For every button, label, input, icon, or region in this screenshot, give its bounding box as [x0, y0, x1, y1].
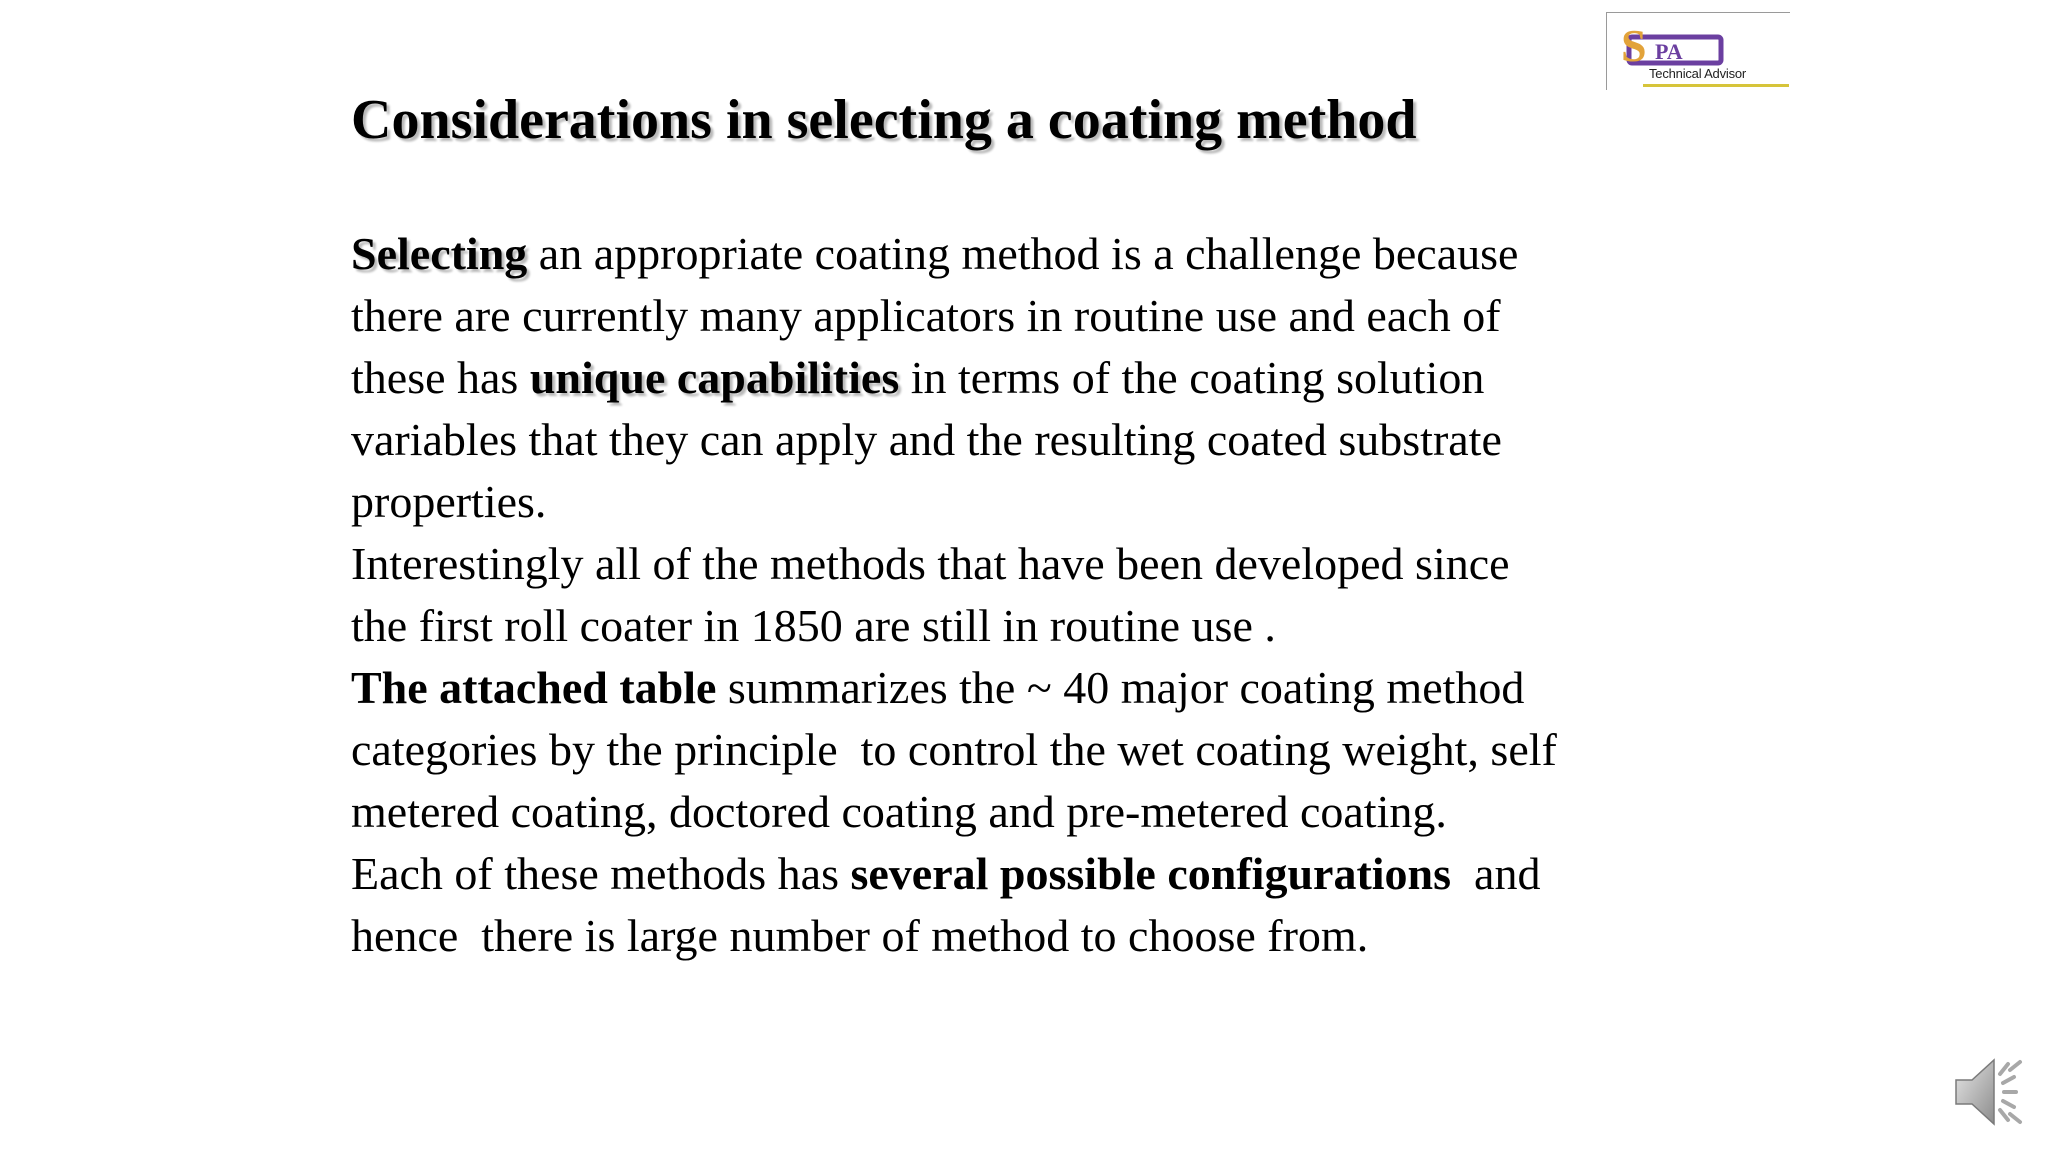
body-line-6: Interestingly all of the methods that have been developed since [351, 538, 1510, 589]
svg-text:S: S [1621, 20, 1647, 69]
body-line-2: there are currently many applicators in routine use and each of [351, 290, 1501, 341]
body-line-9: categories by the principle to control the wet coating weight, self [351, 724, 1557, 775]
slide-title: Considerations in selecting a coating method [351, 89, 1417, 151]
body-line-12: hence there is large number of method to choose from. [351, 910, 1369, 961]
logo-caption: Technical Advisor [1649, 66, 1747, 81]
emphasis-several-configurations: several possible configurations [850, 848, 1452, 899]
body-line-5: properties. [351, 476, 547, 527]
emphasis-unique-capabilities: unique capabilities [529, 352, 900, 403]
slide-body [351, 223, 1751, 967]
body-line-10: metered coating, doctored coating and pre-metered coating. [351, 786, 1447, 837]
emphasis-attached-table: The attached table [351, 662, 717, 713]
spa-logo-mark [1615, 19, 1727, 69]
body-line-3: these has unique capabilities in terms of the coating solution [351, 352, 1485, 403]
body-line-11: Each of these methods has several possible configurations and [351, 848, 1541, 899]
speaker-icon[interactable] [1950, 1050, 2034, 1134]
svg-text:PA: PA [1655, 39, 1683, 64]
body-line-8: The attached table summarizes the ~ 40 major coating method [351, 662, 1525, 713]
logo-underline [1643, 84, 1789, 87]
body-line-4: variables that they can apply and the resulting coated substrate [351, 414, 1502, 465]
body-line-7: the first roll coater in 1850 are still in routine use . [351, 600, 1276, 651]
company-logo [1606, 12, 1790, 90]
body-line-1: Selecting an appropriate coating method is a challenge because [351, 228, 1519, 279]
emphasis-selecting: Selecting [351, 228, 528, 279]
